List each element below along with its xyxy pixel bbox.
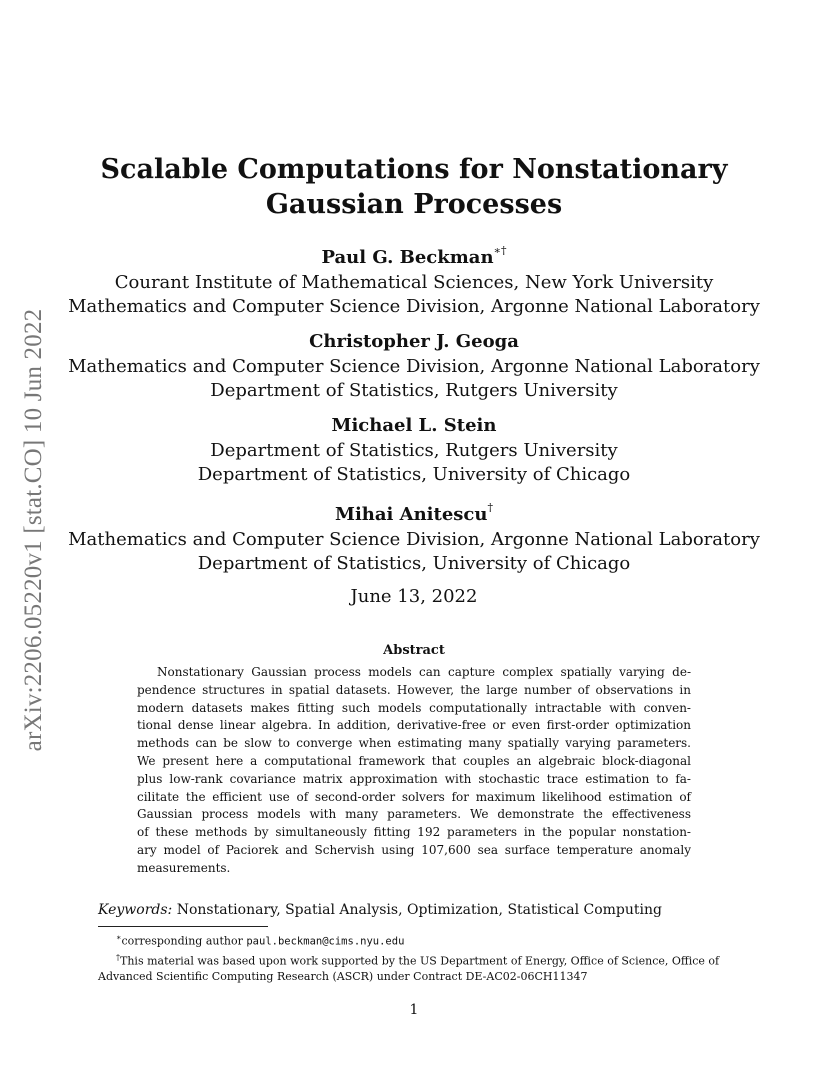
author-name — [0, 240, 828, 271]
abstract-line: methods can be slow to converge when estimating many spatially varying parameters. — [137, 736, 691, 751]
page-number: 1 — [409, 1002, 419, 1018]
author-affiliation: Department of Statistics, Rutgers University — [210, 380, 618, 401]
abstract-line: pendence structures in spatial datasets. However, the large number of observations in — [137, 682, 691, 697]
author-footnote-marks: † — [487, 501, 493, 514]
footnote-text: corresponding author — [121, 934, 247, 948]
author-block — [0, 497, 828, 576]
author-name — [0, 497, 828, 528]
author-affiliation: Mathematics and Computer Science Division, Argonne National Laboratory — [68, 296, 760, 317]
author-affiliation: Department of Statistics, University of Chicago — [197, 464, 631, 485]
author-affiliation: Courant Institute of Mathematical Sciences, New York University — [114, 272, 714, 293]
author-name-text: Mihai Anitescu — [335, 504, 488, 525]
author-name-text: Michael L. Stein — [331, 415, 497, 436]
author-name-text: Paul G. Beckman — [321, 247, 494, 268]
author-name-text: Christopher J. Geoga — [309, 331, 519, 352]
publication-date: June 13, 2022 — [350, 586, 478, 607]
title-line-2: Gaussian Processes — [265, 189, 563, 220]
author-block — [0, 329, 828, 403]
footnote-text: This material was based upon work supported by the US Department of Energy, Office of Science, Office of Advanced Scientific Computing Research (ASCR) under Contract DE-AC02-06CH11347 — [98, 954, 720, 984]
abstract-line: cilitate the efficient use of second-order solvers for maximum likelihood estimation of — [137, 789, 691, 804]
footnote-corresponding-author — [98, 930, 734, 950]
keywords-line — [98, 902, 662, 918]
author-affiliation: Department of Statistics, Rutgers University — [210, 440, 618, 461]
author-name — [0, 413, 828, 439]
keywords-text: Nonstationary, Spatial Analysis, Optimization, Statistical Computing — [176, 902, 662, 918]
abstract-line: ary model of Paciorek and Schervish using 107,600 sea surface temperature anomaly — [137, 842, 691, 857]
paper-title — [0, 152, 828, 222]
author-name — [0, 329, 828, 355]
abstract-heading: Abstract — [383, 643, 445, 658]
arxiv-identifier-stamp: arXiv:2206.05220v1 [stat.CO] 10 Jun 2022 — [20, 308, 47, 752]
author-affiliation: Mathematics and Computer Science Division, Argonne National Laboratory — [68, 356, 760, 377]
abstract-line: Gaussian process models with many parameters. We demonstrate the effectiveness — [137, 807, 691, 822]
footnotes — [98, 930, 734, 985]
keywords-label: Keywords: — [98, 902, 173, 918]
abstract-line: of these methods by simultaneously fitting 192 parameters in the popular nonstation- — [137, 825, 691, 840]
abstract-line: We present here a computational framework that couples an algebraic block-diagonal — [137, 753, 691, 768]
author-list — [0, 240, 828, 586]
abstract-line: tional dense linear algebra. In addition, derivative-free or even first-order optimization — [137, 718, 691, 733]
author-footnote-marks: ∗† — [493, 244, 507, 257]
footnote-mark: † — [116, 953, 120, 963]
author-affiliation: Department of Statistics, University of Chicago — [197, 553, 631, 574]
footnote-funding — [98, 950, 734, 985]
footnote-divider — [98, 926, 268, 927]
author-email: paul.beckman@cims.nyu.edu — [246, 935, 405, 948]
author-block — [0, 240, 828, 319]
abstract-line: measurements. — [137, 860, 231, 875]
author-affiliation: Mathematics and Computer Science Division, Argonne National Laboratory — [68, 529, 760, 550]
title-line-1: Scalable Computations for Nonstationary — [100, 154, 728, 185]
abstract-line: modern datasets makes fitting such models computationally intractable with conven- — [137, 700, 691, 715]
author-block — [0, 413, 828, 487]
abstract-body — [137, 664, 691, 878]
footnote-mark: ∗ — [116, 933, 122, 942]
abstract-line: plus low-rank covariance matrix approximation with stochastic trace estimation to fa- — [137, 771, 691, 786]
abstract-line: Nonstationary Gaussian process models can capture complex spatially varying de- — [157, 665, 691, 679]
